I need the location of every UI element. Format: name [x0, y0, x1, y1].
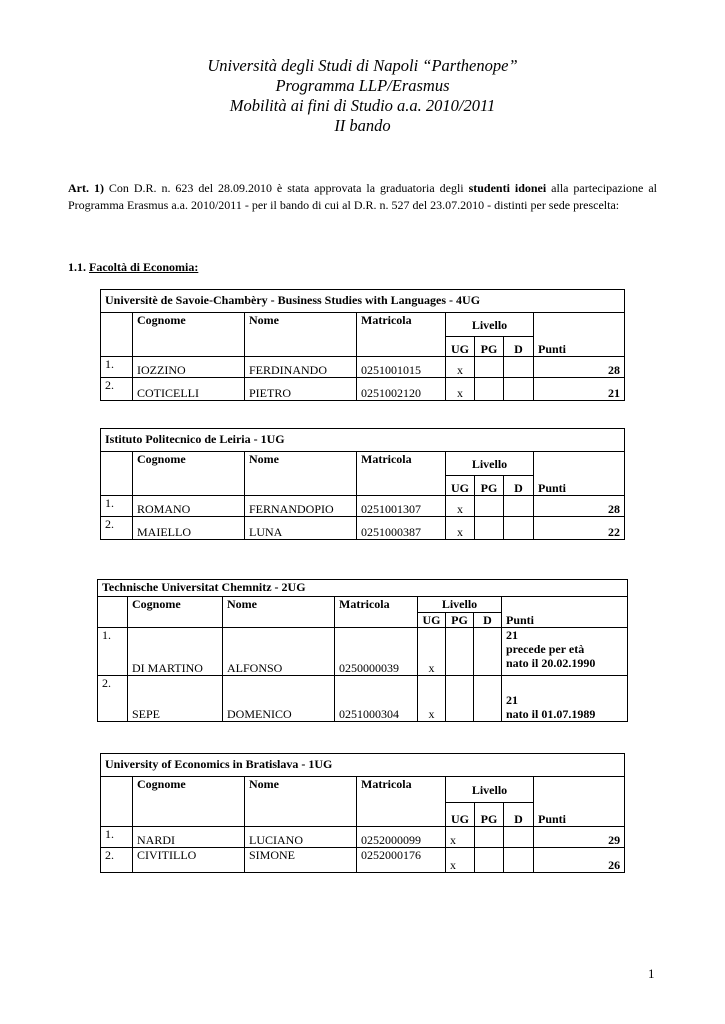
punti-note: precede per età — [506, 642, 585, 656]
col-ug: UG — [418, 613, 446, 628]
punti-birthdate: nato il 01.07.1989 — [506, 707, 596, 721]
punti-value: 21 — [506, 628, 518, 642]
row-number: 1. — [101, 357, 133, 378]
cell-ug: x — [418, 676, 446, 722]
university-title: Università degli Studi di Napoli “Parthenope” — [207, 56, 518, 75]
col-cognome: Cognome — [128, 597, 223, 628]
article-label: Art. 1) — [68, 181, 104, 195]
col-punti: Punti — [502, 597, 628, 628]
col-nome: Nome — [245, 452, 357, 496]
document-header — [0, 56, 725, 136]
col-nome: Nome — [245, 777, 357, 827]
col-pg: PG — [475, 803, 504, 827]
col-d: D — [504, 337, 534, 357]
cell-punti — [502, 676, 628, 722]
programme-title: Programma LLP/Erasmus — [275, 76, 450, 95]
article-text-b: alla partecipazione al Programma Erasmus a.a. 2010/2011 - per il bando di cui al D.R. n. 527 del 23.07.2010 - distinti per sede prescelta: — [68, 181, 657, 212]
cell-punti: 21 — [534, 378, 625, 401]
col-matricola: Matricola — [335, 597, 418, 628]
cell-ug: x — [446, 357, 475, 378]
table-row — [101, 827, 625, 848]
section-number: 1.1. — [68, 260, 86, 274]
punti-value: 21 — [506, 693, 518, 707]
col-livello: Livello — [446, 777, 534, 803]
col-punti: Punti — [534, 452, 625, 496]
col-d: D — [504, 476, 534, 496]
row-number: 2. — [101, 378, 133, 401]
col-ug: UG — [446, 337, 475, 357]
cell-nome: LUCIANO — [245, 827, 357, 848]
ranking-table-savoie — [100, 289, 625, 401]
col-matricola: Matricola — [357, 452, 446, 496]
ranking-table-leiria — [100, 428, 625, 540]
row-number: 1. — [101, 496, 133, 517]
col-cognome: Cognome — [133, 452, 245, 496]
col-pg: PG — [446, 613, 474, 628]
cell-nome: DOMENICO — [223, 676, 335, 722]
col-ug: UG — [446, 476, 475, 496]
col-pg: PG — [475, 476, 504, 496]
punti-birthdate: nato il 20.02.1990 — [506, 656, 596, 670]
table-row — [101, 496, 625, 517]
table-row — [101, 357, 625, 378]
col-matricola: Matricola — [357, 313, 446, 357]
cell-cognome: NARDI — [133, 827, 245, 848]
col-punti: Punti — [534, 777, 625, 827]
cell-nome: LUNA — [245, 517, 357, 540]
cell-ug: x — [446, 827, 475, 848]
cell-punti: 26 — [534, 848, 625, 873]
table-row — [101, 517, 625, 540]
row-number: 1. — [101, 827, 133, 848]
row-number: 2. — [101, 848, 133, 873]
row-number: 1. — [98, 628, 128, 676]
col-livello: Livello — [446, 452, 534, 476]
col-livello: Livello — [446, 313, 534, 337]
col-livello: Livello — [418, 597, 502, 613]
cell-cognome: DI MARTINO — [128, 628, 223, 676]
cell-matricola: 0251000304 — [335, 676, 418, 722]
table-row — [98, 628, 628, 676]
col-d: D — [474, 613, 502, 628]
section-heading — [68, 260, 198, 275]
mobility-title: Mobilità ai fini di Studio a.a. 2010/2011 — [229, 96, 496, 115]
table-row — [101, 848, 625, 873]
cell-cognome: SEPE — [128, 676, 223, 722]
cell-matricola: 0252000099 — [357, 827, 446, 848]
table-title: Universitè de Savoie-Chambèry - Business Studies with Languages - 4UG — [101, 290, 625, 313]
cell-punti: 28 — [534, 357, 625, 378]
cell-matricola: 0251001015 — [357, 357, 446, 378]
call-title: II bando — [334, 116, 391, 135]
cell-nome: FERNANDOPIO — [245, 496, 357, 517]
cell-matricola: 0252000176 — [357, 848, 446, 873]
cell-nome: ALFONSO — [223, 628, 335, 676]
ranking-table-bratislava — [100, 753, 625, 873]
table-row — [98, 676, 628, 722]
cell-ug: x — [446, 848, 475, 873]
col-nome: Nome — [223, 597, 335, 628]
article-paragraph — [68, 180, 657, 214]
cell-ug: x — [446, 517, 475, 540]
col-ug: UG — [446, 803, 475, 827]
cell-matricola: 0251000387 — [357, 517, 446, 540]
col-pg: PG — [475, 337, 504, 357]
article-bold-text: studenti idonei — [468, 181, 547, 195]
cell-punti — [502, 628, 628, 676]
cell-cognome: COTICELLI — [133, 378, 245, 401]
section-title: Facoltà di Economia: — [89, 260, 199, 274]
cell-matricola: 0251002120 — [357, 378, 446, 401]
cell-ug: x — [418, 628, 446, 676]
col-cognome: Cognome — [133, 313, 245, 357]
table-title: Istituto Politecnico de Leiria - 1UG — [101, 429, 625, 452]
page-number: 1 — [648, 966, 655, 981]
cell-punti: 29 — [534, 827, 625, 848]
table-row — [101, 378, 625, 401]
col-punti: Punti — [534, 313, 625, 357]
cell-matricola: 0250000039 — [335, 628, 418, 676]
ranking-table-chemnitz — [97, 579, 628, 722]
col-nome: Nome — [245, 313, 357, 357]
cell-cognome: IOZZINO — [133, 357, 245, 378]
cell-cognome: CIVITILLO — [133, 848, 245, 873]
cell-cognome: ROMANO — [133, 496, 245, 517]
article-text-a: Con D.R. n. 623 del 28.09.2010 è stata approvata la graduatoria degli — [103, 181, 469, 195]
row-number: 2. — [98, 676, 128, 722]
cell-nome: SIMONE — [245, 848, 357, 873]
cell-nome: FERDINANDO — [245, 357, 357, 378]
table-title: University of Economics in Bratislava - 1UG — [101, 754, 625, 777]
cell-cognome: MAIELLO — [133, 517, 245, 540]
cell-nome: PIETRO — [245, 378, 357, 401]
col-cognome: Cognome — [133, 777, 245, 827]
col-d: D — [504, 803, 534, 827]
cell-punti: 22 — [534, 517, 625, 540]
cell-ug: x — [446, 496, 475, 517]
row-number: 2. — [101, 517, 133, 540]
cell-ug: x — [446, 378, 475, 401]
cell-matricola: 0251001307 — [357, 496, 446, 517]
table-title: Technische Universitat Chemnitz - 2UG — [98, 580, 628, 597]
col-matricola: Matricola — [357, 777, 446, 827]
cell-punti: 28 — [534, 496, 625, 517]
